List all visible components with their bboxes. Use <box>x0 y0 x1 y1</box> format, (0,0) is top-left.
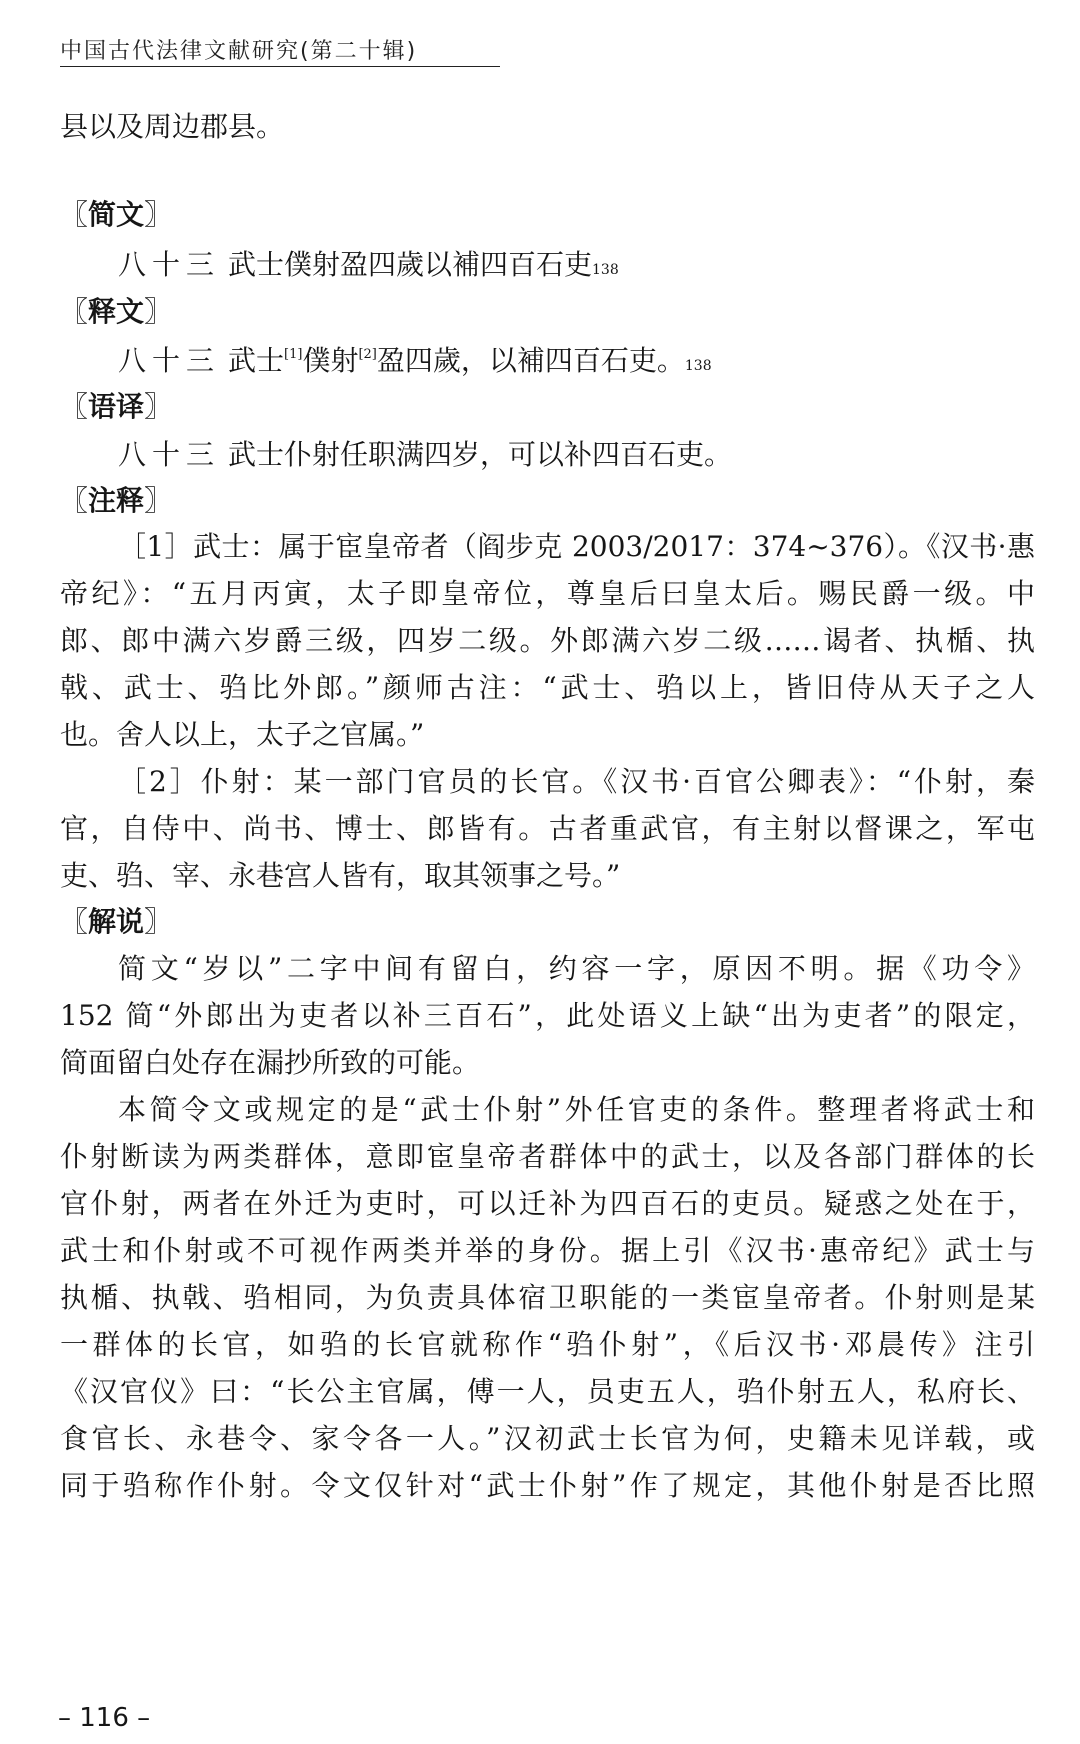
section-yuyi-heading <box>60 390 172 424</box>
note-line: 帝纪》：“五月丙寅，太子即皇帝位，尊皇后曰皇太后。赐民爵一级。中 <box>60 577 1035 610</box>
note-line: 吏、驺、宰、永巷宫人皆有，取其领事之号。” <box>60 859 621 892</box>
bracket-open: 〖 <box>60 484 89 517</box>
body-line: 仆射断读为两类群体，意即宦皇帝者群体中的武士，以及各部门群体的长 <box>60 1140 1035 1173</box>
section-jieshuo-heading <box>60 905 172 939</box>
body-line: 武士和仆射或不可视作两类并举的身份。据上引《汉书·惠帝纪》武士与 <box>60 1234 1035 1267</box>
entry-number: 八十三 <box>118 248 221 281</box>
slip-number: 138 <box>684 358 712 374</box>
bracket-open: 〖 <box>60 198 89 231</box>
note-ref: [1] <box>284 347 303 362</box>
bracket-open: 〖 <box>60 390 89 423</box>
body-line: 简面留白处存在漏抄所致的可能。 <box>60 1046 481 1079</box>
section-jianwen-heading <box>60 198 172 232</box>
section-title-text: 语译 <box>88 390 145 423</box>
jianwen-line <box>118 248 1035 287</box>
bracket-close: 〗 <box>144 390 173 423</box>
bracket-open: 〖 <box>60 905 89 938</box>
bracket-close: 〗 <box>144 198 173 231</box>
entry-number: 八十三 <box>118 438 221 471</box>
shiwen-part: 盈四歲，以補四百石吏。 <box>376 344 685 377</box>
bracket-open: 〖 <box>60 295 89 328</box>
bracket-close: 〗 <box>144 484 173 517</box>
body-line: 152 简“外郎出为吏者以补三百石”，此处语义上缺“出为吏者”的限定， <box>60 999 1035 1032</box>
section-title-text: 解说 <box>88 905 145 938</box>
section-shiwen-heading <box>60 295 172 329</box>
body-line: 《汉官仪》曰：“长公主官属，傅一人，员吏五人，驺仆射五人，私府长、 <box>60 1375 1035 1408</box>
slip-number: 138 <box>592 262 619 278</box>
note-line: 戟、武士、驺比外郎。”颜师古注：“武士、驺以上，皆旧侍从天子之人 <box>60 671 1035 704</box>
shiwen-line <box>118 344 1035 383</box>
body-line: 一群体的长官，如驺的长官就称作“驺仆射”，《后汉书·邓晨传》注引 <box>60 1328 1035 1361</box>
body-line: 官仆射，两者在外迁为吏时，可以迁补为四百石的吏员。疑惑之处在于， <box>60 1187 1035 1220</box>
note-line: 郎、郎中满六岁爵三级，四岁二级。外郎满六岁二级……谒者、执楯、执 <box>60 624 1035 657</box>
section-zhushi-heading <box>60 484 172 518</box>
shiwen-part: 武士 <box>228 344 285 377</box>
jianwen-text: 武士僕射盈四歲以補四百石吏 <box>228 248 593 281</box>
entry-number: 八十三 <box>118 344 221 377</box>
section-title-text: 释文 <box>88 295 145 328</box>
running-header: 中国古代法律文献研究(第二十辑) <box>60 39 418 64</box>
section-title-text: 简文 <box>88 198 145 231</box>
note-ref: [2] <box>358 347 377 362</box>
section-title-text: 注释 <box>88 484 145 517</box>
shiwen-part: 僕射 <box>302 344 359 377</box>
note-line: 官，自侍中、尚书、博士、郎皆有。古者重武官，有主射以督课之，军屯 <box>60 812 1035 845</box>
bracket-close: 〗 <box>144 905 173 938</box>
page-number: – 116 – <box>58 1703 151 1733</box>
body-line: 食官长、永巷令、家令各一人。”汉初武士长官为何，史籍未见详载，或 <box>60 1422 1035 1455</box>
carry-over-line: 县以及周边郡县。 <box>60 110 285 143</box>
header-rule <box>60 66 500 67</box>
note-line: ［1］武士：属于宦皇帝者（阎步克 2003/2017：374~376）。《汉书·惠 <box>118 530 1035 563</box>
body-line: 简文“岁以”二字中间有留白，约容一字，原因不明。据《功令》 <box>118 952 1035 985</box>
body-line: 同于驺称作仆射。令文仅针对“武士仆射”作了规定，其他仆射是否比照 <box>60 1469 1035 1502</box>
note-line: ［2］仆射：某一部门官员的长官。《汉书·百官公卿表》：“仆射，秦 <box>118 765 1035 798</box>
note-line: 也。舍人以上，太子之官属。” <box>60 718 425 751</box>
body-line: 本简令文或规定的是“武士仆射”外任官吏的条件。整理者将武士和 <box>118 1093 1035 1126</box>
yuyi-text: 武士仆射任职满四岁，可以补四百石吏。 <box>228 438 733 471</box>
yuyi-line <box>118 438 1035 472</box>
body-line: 执楯、执戟、驺相同，为负责具体宿卫职能的一类宦皇帝者。仆射则是某 <box>60 1281 1035 1314</box>
bracket-close: 〗 <box>144 295 173 328</box>
